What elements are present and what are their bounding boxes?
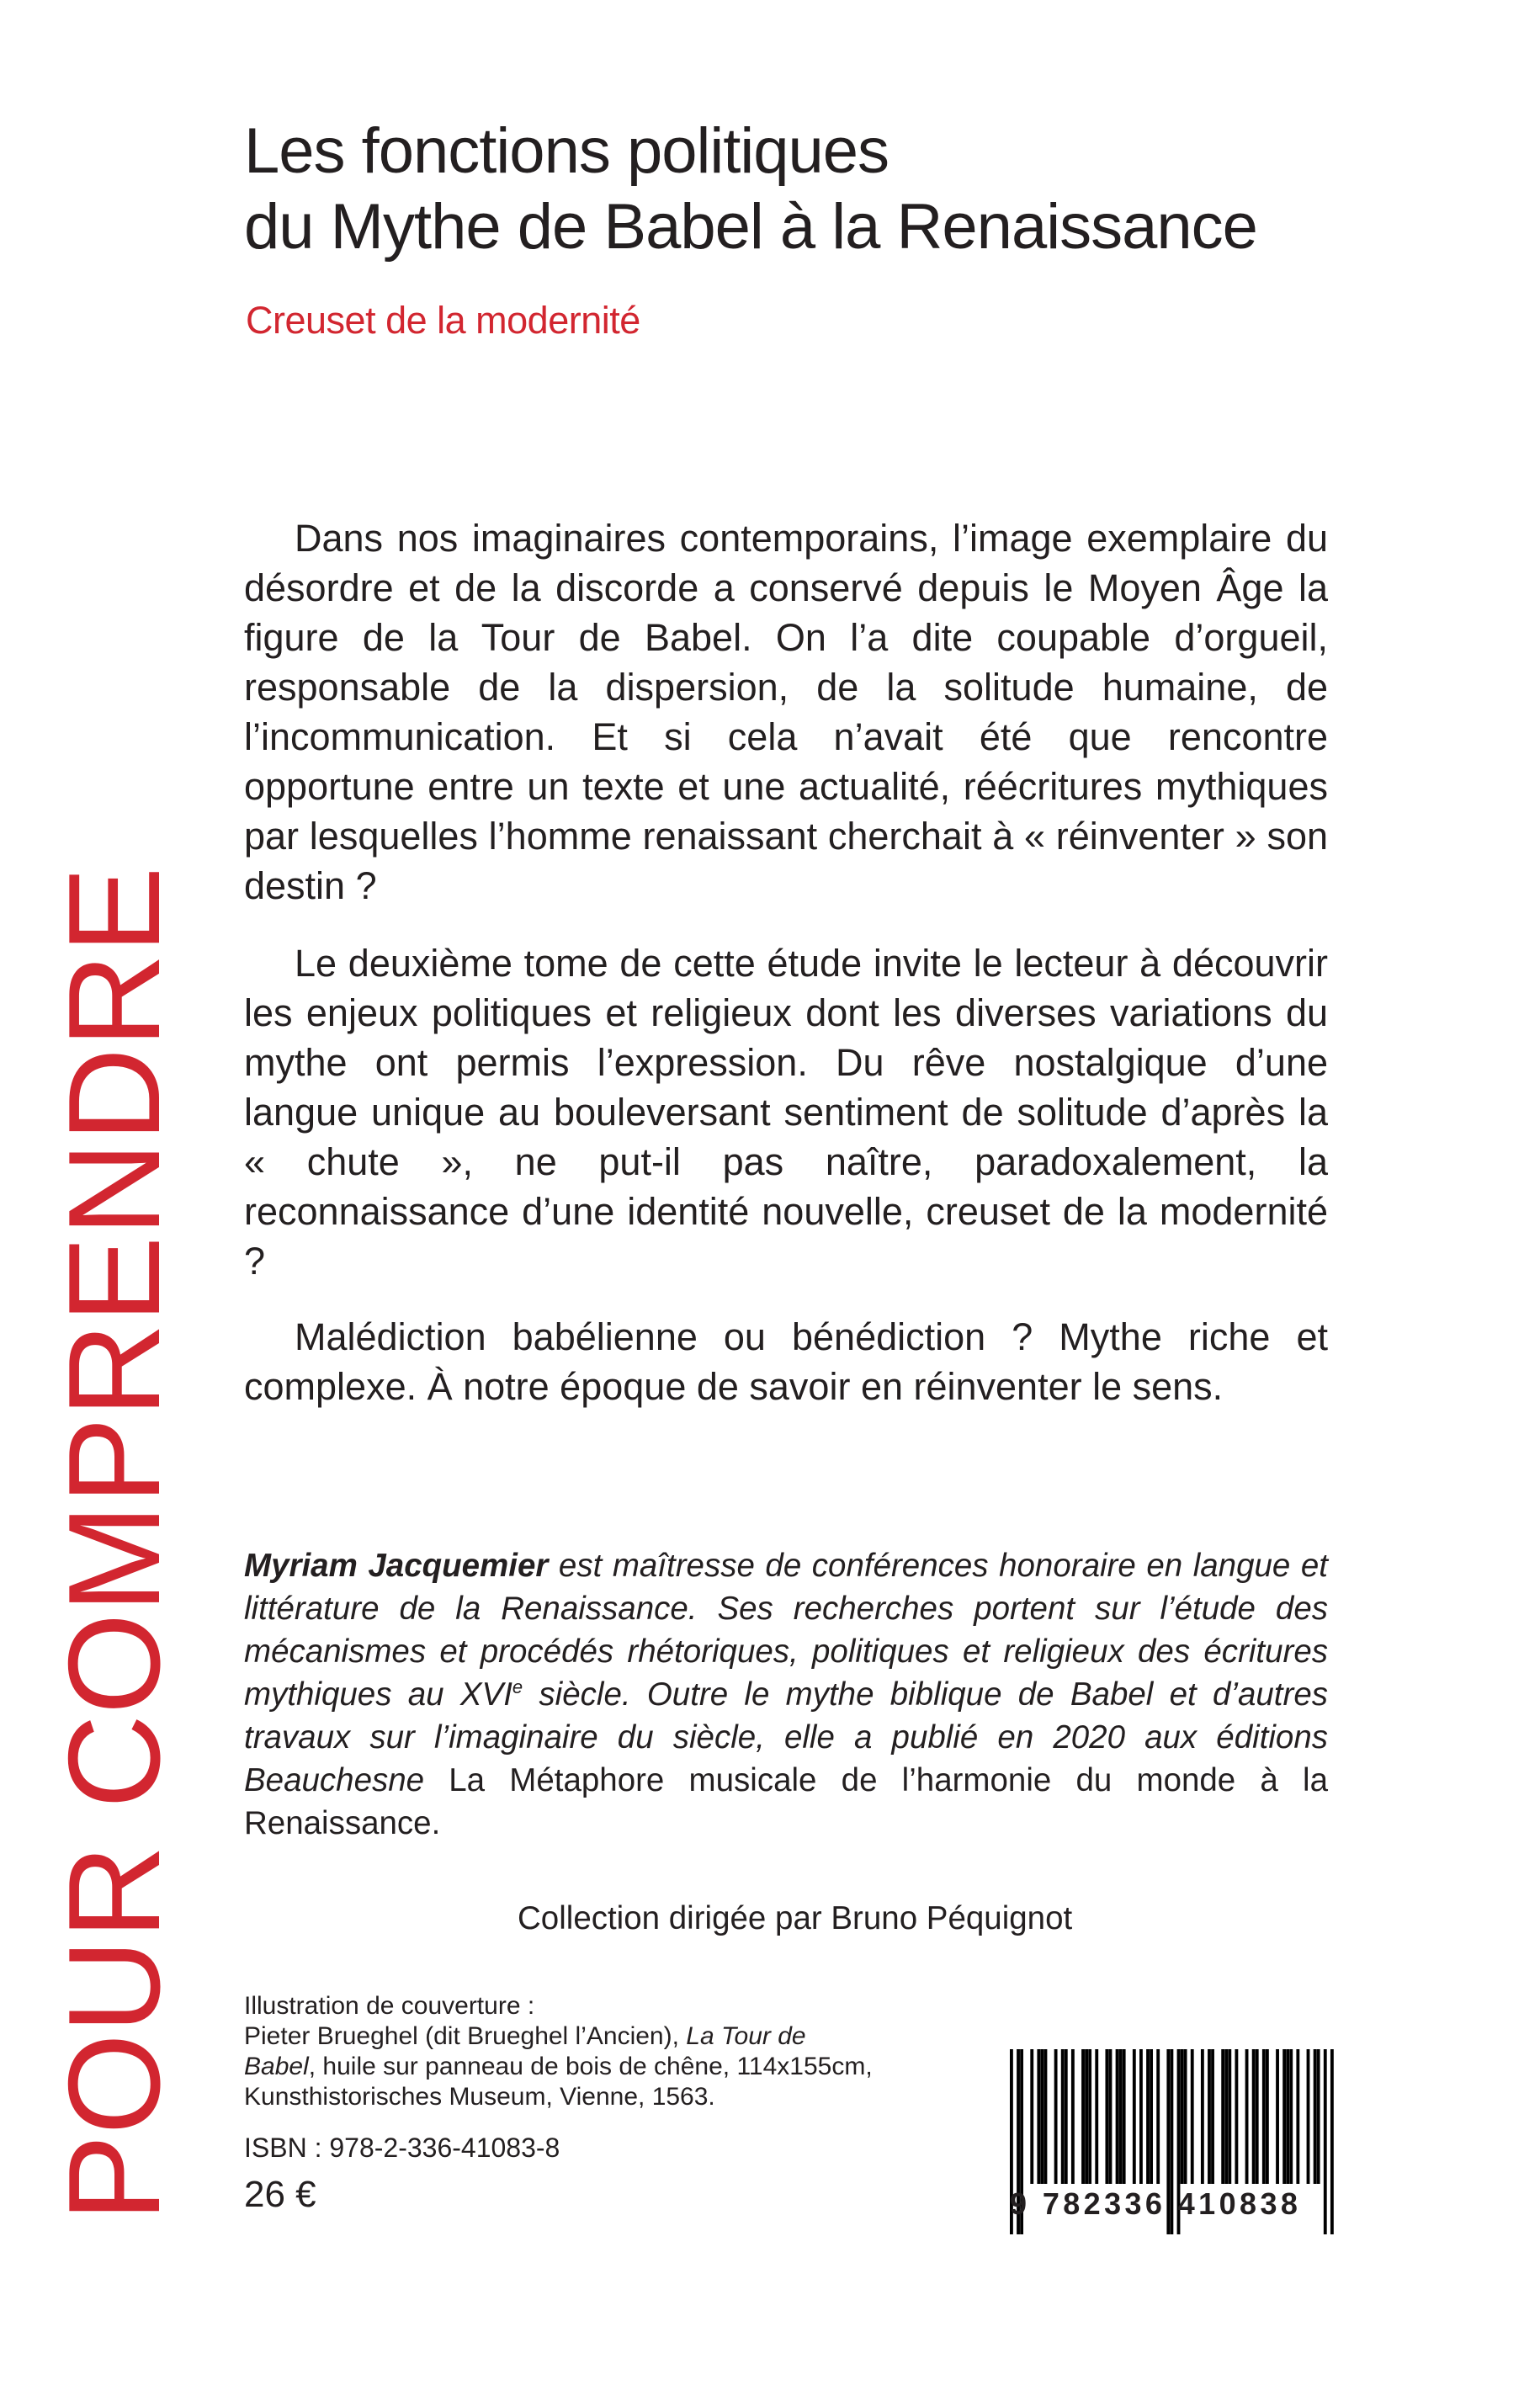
bio-text-1: est maîtresse de conférences honoraire en langue et littérature de la Renaissance. Ses recherches portent sur l’étude des mécanismes et procédés rhétoriques, politiques et religieux des écritures mythiques au XVI	[244, 1548, 1328, 1713]
blurb-paragraph-3: Malédiction babélienne ou bénédiction ? Mythe riche et complexe. À notre époque de savoir en réinventer le sens.	[244, 1315, 1328, 1408]
barcode-bar	[1201, 2049, 1204, 2184]
barcode-bar	[1030, 2049, 1033, 2184]
barcode-bar	[1266, 2049, 1269, 2184]
barcode-bar	[1245, 2049, 1249, 2184]
barcode-bar	[1296, 2049, 1299, 2184]
barcode-bar	[1037, 2049, 1040, 2184]
barcode-bar	[1181, 2049, 1184, 2184]
bio-superscript: e	[512, 1676, 523, 1698]
barcode-bar	[1065, 2049, 1068, 2184]
barcode-bar	[1085, 2049, 1088, 2184]
barcode-bar	[1088, 2049, 1091, 2184]
barcode-bar	[1276, 2049, 1279, 2184]
barcode-bar	[1081, 2049, 1085, 2184]
series-label: POUR COMPRENDRE	[41, 866, 187, 2222]
bio-book-title: La Métaphore musicale de l’harmonie du monde à la Renaissance.	[244, 1762, 1328, 1841]
credits-work-title-b: Babel	[244, 2053, 309, 2080]
barcode-bar	[1139, 2049, 1143, 2184]
barcode-bar	[1252, 2049, 1256, 2184]
title-line-2: du Mythe de Babel à la Renaissance	[244, 191, 1257, 263]
barcode-bar	[1150, 2049, 1153, 2184]
book-title	[244, 114, 1422, 265]
barcode-bar	[1044, 2049, 1048, 2184]
barcode-bar	[1256, 2049, 1259, 2184]
barcode-bar	[1228, 2049, 1231, 2184]
barcode-bar	[1307, 2049, 1310, 2184]
barcode-bar	[1156, 2049, 1160, 2184]
bio-text-2: siècle. Outre le mythe biblique de Babel et d’autres travaux sur l’imaginaire du siècle, elle a publié en 2020 aux éditions Beauchesne	[244, 1676, 1328, 1798]
barcode-bar	[1221, 2049, 1224, 2184]
barcode-bar	[1061, 2049, 1065, 2184]
credits-line-3	[244, 2052, 873, 2082]
barcode-bar	[1314, 2049, 1317, 2184]
barcode-bar	[1317, 2049, 1320, 2184]
barcode-bar	[1071, 2049, 1075, 2184]
book-subtitle: Creuset de la modernité	[246, 299, 640, 342]
credits-medium: , huile sur panneau de bois de chêne, 114x155cm,	[308, 2053, 873, 2080]
barcode-bar	[1095, 2049, 1098, 2184]
barcode-bar	[1191, 2049, 1194, 2184]
barcode-bar	[1224, 2049, 1228, 2184]
barcode-bar	[1282, 2049, 1286, 2184]
credits-artist: Pieter Brueghel (dit Brueghel l’Ancien),	[244, 2022, 687, 2050]
barcode-bar	[1116, 2049, 1119, 2184]
barcode-bar	[1119, 2049, 1123, 2184]
barcode-bar	[1208, 2049, 1211, 2184]
blurb-paragraph-2: Le deuxième tome de cette étude invite le lecteur à découvrir les enjeux politiques et religieux dont les diverses variations du mythe ont permis l’expression. Du rêve nostalgique d’une langue unique au bouleversant sentiment de solitude d’après la « chute », ne put-il pas naître, paradoxalement, la reconnaissance d’une identité nouvelle, creuset de la modernité ?	[244, 942, 1328, 1283]
author-name: Myriam Jacquemier	[244, 1548, 549, 1584]
barcode-bar	[1040, 2049, 1043, 2184]
title-line-1: Les fonctions politiques	[244, 115, 889, 187]
barcode-bar	[1262, 2049, 1266, 2184]
barcode-bar	[1054, 2049, 1058, 2184]
barcode-bar	[1146, 2049, 1150, 2184]
barcode-bar	[1133, 2049, 1136, 2184]
credits-line-2	[244, 2021, 833, 2052]
price: 26 €	[244, 2174, 316, 2215]
barcode-bar	[1109, 2049, 1113, 2184]
author-bio	[244, 1544, 1328, 1845]
barcode-bar	[1235, 2049, 1238, 2184]
cover-credits	[244, 1991, 873, 2112]
credits-line-1: Illustration de couverture :	[244, 1992, 535, 2020]
barcode-bar	[1184, 2049, 1187, 2184]
blurb-paragraph-1: Dans nos imaginaires contemporains, l’image exemplaire du désordre et de la discorde a conservé depuis le Moyen Âge la figure de la Tour de Babel. On l’a dite coupable d’orgueil, responsable de la dispersion, de la solitude humaine, de l’incommunication. Et si cela n’avait été que rencontre opportune entre un texte et une actualité, réécritures mythiques par lesquelles l’homme renaissant cherchait à « réinventer » son destin ?	[244, 517, 1328, 907]
barcode-bar	[1289, 2049, 1293, 2184]
barcode-bar	[1105, 2049, 1108, 2184]
isbn: ISBN : 978-2-336-41083-8	[244, 2133, 560, 2163]
credits-line-4: Kunsthistorisches Museum, Vienne, 1563.	[244, 2083, 715, 2111]
collection-editor: Collection dirigée par Bruno Péquignot	[518, 1900, 1073, 1936]
barcode-bar	[1211, 2049, 1214, 2184]
credits-work-title-a: La Tour de	[686, 2022, 806, 2050]
barcode-digits: 9 782336 410838	[1010, 2186, 1302, 2221]
barcode-bar	[1123, 2049, 1126, 2184]
barcode-bar	[1286, 2049, 1289, 2184]
